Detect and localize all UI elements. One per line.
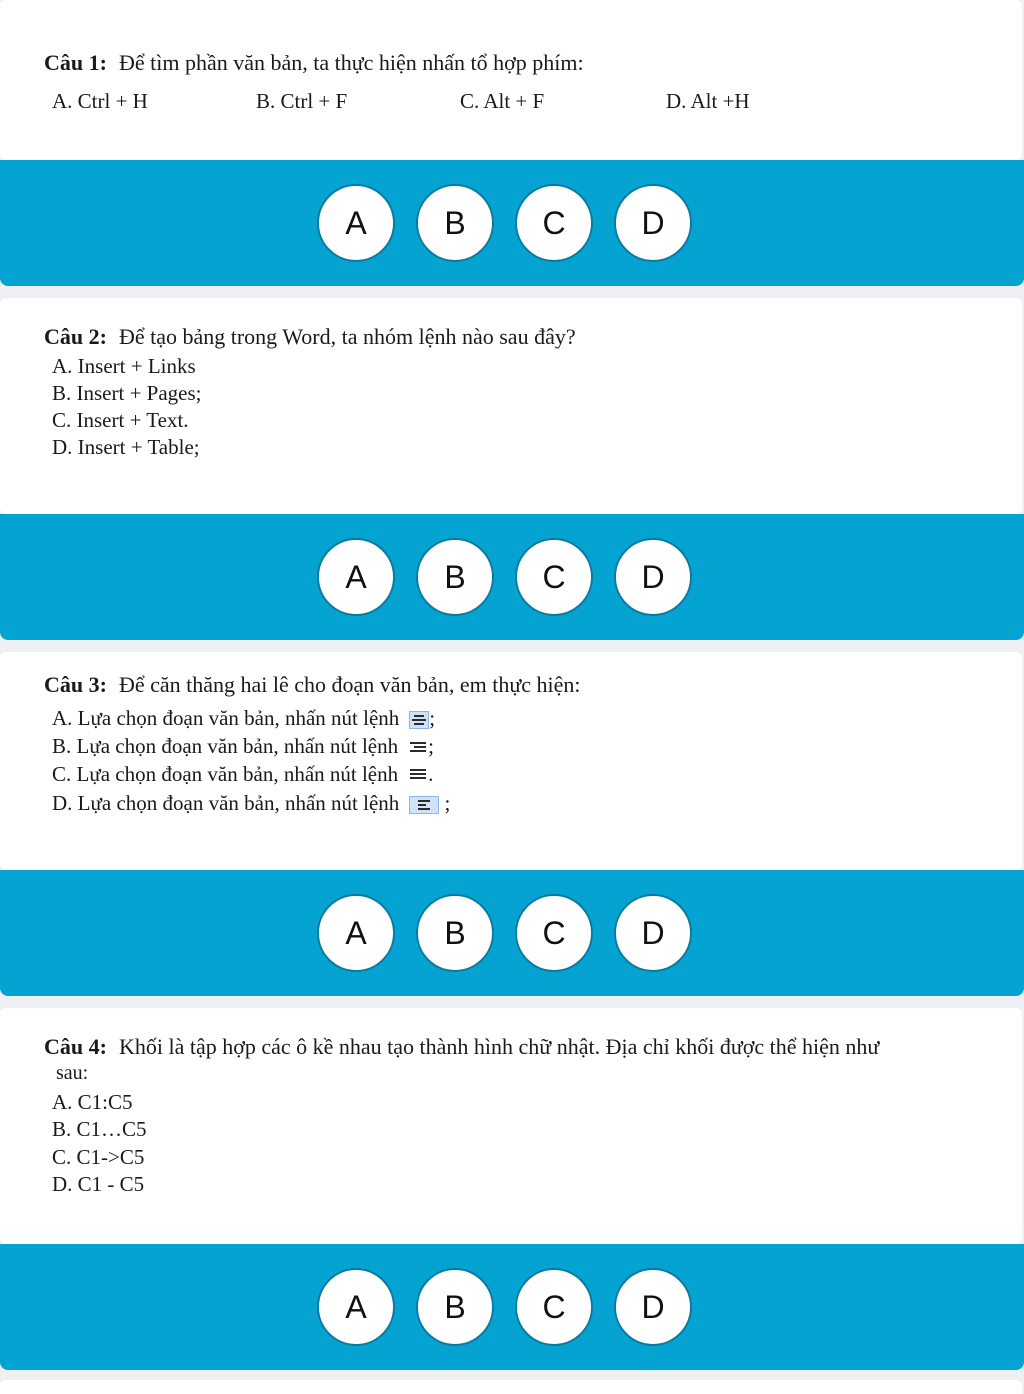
option-b: B. C1…C5 bbox=[52, 1117, 147, 1141]
option-text: B. Lựa chọn đoạn văn bản, nhấn nút lệnh bbox=[52, 734, 399, 758]
answer-button-b[interactable]: B bbox=[416, 538, 494, 616]
answer-bar-4 bbox=[0, 1244, 1024, 1370]
question-label: Câu 3: bbox=[44, 672, 107, 697]
question-text: Để tạo bảng trong Word, ta nhóm lệnh nào sau đây? bbox=[118, 324, 576, 349]
option-text: A. Lựa chọn đoạn văn bản, nhấn nút lệnh bbox=[52, 706, 400, 730]
option-a: A. C1:C5 bbox=[52, 1090, 133, 1114]
option-suffix: . bbox=[428, 762, 434, 786]
question-label: Câu 4: bbox=[44, 1034, 107, 1059]
answer-button-c[interactable]: C bbox=[515, 538, 593, 616]
question-card-1 bbox=[0, 0, 1022, 160]
question-label: Câu 2: bbox=[44, 324, 107, 349]
question-card-4 bbox=[0, 1008, 1022, 1244]
answer-bar-2 bbox=[0, 514, 1024, 640]
answer-button-a[interactable]: A bbox=[317, 894, 395, 972]
option-a: A. Insert + Links bbox=[52, 354, 196, 378]
question-card-3 bbox=[0, 652, 1022, 870]
next-card-edge bbox=[0, 1380, 1022, 1394]
question-label: Câu 1: bbox=[44, 50, 107, 75]
align-right-icon bbox=[408, 739, 428, 757]
option-b: B. Ctrl + F bbox=[256, 89, 348, 113]
question-title bbox=[44, 672, 581, 698]
option-suffix: ; bbox=[439, 791, 451, 815]
option-b: B. Insert + Pages; bbox=[52, 381, 202, 405]
align-left-icon bbox=[409, 796, 439, 814]
answer-bar-3 bbox=[0, 870, 1024, 996]
answer-button-a[interactable]: A bbox=[317, 184, 395, 262]
answer-button-b[interactable]: B bbox=[416, 1268, 494, 1346]
question-card-2 bbox=[0, 298, 1022, 514]
answer-bar-1 bbox=[0, 160, 1024, 286]
option-c: C. C1->C5 bbox=[52, 1145, 145, 1169]
option-a bbox=[52, 706, 435, 731]
option-d bbox=[52, 791, 450, 816]
question-text-continued: sau: bbox=[56, 1062, 89, 1084]
option-suffix: ; bbox=[428, 734, 434, 758]
option-d: D. C1 - C5 bbox=[52, 1172, 145, 1196]
answer-button-b[interactable]: B bbox=[416, 184, 494, 262]
option-d: D. Alt +H bbox=[666, 89, 750, 113]
answer-button-a[interactable]: A bbox=[317, 538, 395, 616]
question-title bbox=[44, 324, 576, 350]
option-c: C. Insert + Text. bbox=[52, 408, 189, 432]
option-a: A. Ctrl + H bbox=[52, 89, 148, 113]
answer-button-c[interactable]: C bbox=[515, 1268, 593, 1346]
answer-button-d[interactable]: D bbox=[614, 894, 692, 972]
option-suffix: ; bbox=[429, 706, 436, 730]
answer-button-c[interactable]: C bbox=[515, 184, 593, 262]
answer-button-d[interactable]: D bbox=[614, 538, 692, 616]
option-c: C. Alt + F bbox=[460, 89, 545, 113]
option-c bbox=[52, 762, 433, 787]
option-text: C. Lựa chọn đoạn văn bản, nhấn nút lệnh bbox=[52, 762, 399, 786]
option-d: D. Insert + Table; bbox=[52, 435, 200, 459]
question-text: Để tìm phần văn bản, ta thực hiện nhấn tổ hợp phím: bbox=[118, 50, 584, 75]
question-title bbox=[44, 1034, 879, 1060]
answer-button-b[interactable]: B bbox=[416, 894, 494, 972]
answer-button-c[interactable]: C bbox=[515, 894, 593, 972]
answer-button-d[interactable]: D bbox=[614, 1268, 692, 1346]
option-text: D. Lựa chọn đoạn văn bản, nhấn nút lệnh bbox=[52, 791, 400, 815]
question-text: Khối là tập hợp các ô kề nhau tạo thành hình chữ nhật. Địa chỉ khối được thể hiện như bbox=[118, 1034, 880, 1059]
option-b bbox=[52, 734, 434, 759]
align-justify-icon bbox=[408, 767, 428, 785]
align-center-icon bbox=[409, 711, 429, 729]
question-text: Để căn thăng hai lê cho đoạn văn bản, em thực hiện: bbox=[118, 672, 581, 697]
question-title bbox=[44, 50, 584, 76]
answer-button-d[interactable]: D bbox=[614, 184, 692, 262]
answer-button-a[interactable]: A bbox=[317, 1268, 395, 1346]
